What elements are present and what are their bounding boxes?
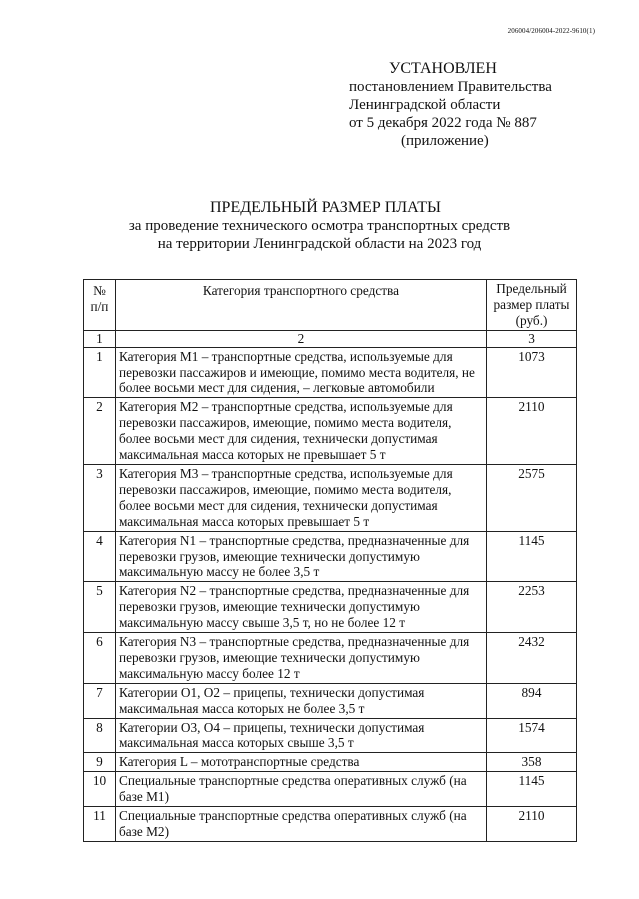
row-number: 2	[84, 398, 116, 465]
approval-block	[349, 60, 552, 150]
row-category: Категория N1 – транспортные средства, предназначенные для перевозки грузов, имеющие технически допустимую максимальную массу не более 3,5 т	[115, 531, 486, 582]
header-num-line-2: п/п	[90, 298, 109, 314]
table-row	[84, 683, 577, 718]
header-fee-line-2: размер платы	[493, 296, 570, 312]
table-row	[84, 347, 577, 398]
table-row	[84, 398, 577, 465]
row-number: 5	[84, 582, 116, 633]
row-number: 4	[84, 531, 116, 582]
row-fee: 1145	[487, 531, 577, 582]
row-category: Категория N3 – транспортные средства, предназначенные для перевозки грузов, имеющие технически допустимую максимальную массу более 12 т	[115, 633, 486, 684]
fee-table	[83, 279, 577, 842]
approval-line-1: постановлением Правительства	[349, 79, 552, 95]
row-category: Специальные транспортные средства оперативных служб (на базе M2)	[115, 807, 486, 842]
row-number: 10	[84, 772, 116, 807]
row-category: Категория N2 – транспортные средства, предназначенные для перевозки грузов, имеющие технически допустимую максимальную массу свыше 3,5 т, но не более 12 т	[115, 582, 486, 633]
row-fee: 1574	[487, 718, 577, 753]
row-fee: 2575	[487, 464, 577, 531]
title-sub-2: на территории Ленинградской области на 2023 год	[157, 236, 482, 252]
approval-line-2: Ленинградской области	[349, 97, 501, 113]
table-row	[84, 753, 577, 772]
index-cell: 2	[115, 330, 486, 347]
row-fee: 1145	[487, 772, 577, 807]
header-fee-line-1: Предельный	[496, 281, 567, 296]
header-fee	[487, 280, 577, 331]
row-number: 1	[84, 347, 116, 398]
row-fee: 2110	[487, 807, 577, 842]
title-sub-1: за проведение технического осмотра транспортных средств	[128, 218, 511, 234]
row-number: 11	[84, 807, 116, 842]
document-title	[0, 199, 639, 253]
approval-heading: УСТАНОВЛЕН	[389, 60, 497, 77]
row-category: Категория M2 – транспортные средства, используемые для перевозки пассажиров, имеющие, помимо места водителя, более восьми мест для сидения, технически допустимая максимальная масса которых не превышает 5 т	[115, 398, 486, 465]
row-category: Категория L – мототранспортные средства	[115, 753, 486, 772]
row-fee: 1073	[487, 347, 577, 398]
row-fee: 894	[487, 683, 577, 718]
row-fee: 2253	[487, 582, 577, 633]
table-row	[84, 772, 577, 807]
row-number: 9	[84, 753, 116, 772]
table-row	[84, 582, 577, 633]
header-fee-line-3: (руб.)	[515, 312, 548, 328]
row-category: Специальные транспортные средства оперативных служб (на базе M1)	[115, 772, 486, 807]
row-fee: 2110	[487, 398, 577, 465]
table-row	[84, 718, 577, 753]
approval-line-3: от 5 декабря 2022 года № 887	[349, 115, 537, 131]
row-number: 6	[84, 633, 116, 684]
header-category: Категория транспортного средства	[115, 280, 486, 331]
row-category: Категория M1 – транспортные средства, используемые для перевозки пассажиров и имеющие, помимо места водителя, не более восьми мест для сидения, – легковые автомобили	[115, 347, 486, 398]
header-num-line-1: №	[93, 283, 106, 298]
table-row	[84, 807, 577, 842]
index-row	[84, 330, 577, 347]
table-row	[84, 464, 577, 531]
index-cell: 1	[84, 330, 116, 347]
document-id: 206004/206004-2022-9610(1)	[507, 27, 595, 35]
row-number: 3	[84, 464, 116, 531]
table-row	[84, 633, 577, 684]
row-category: Категория M3 – транспортные средства, используемые для перевозки пассажиров, имеющие, помимо места водителя, более восьми мест для сидения, технически допустимая максимальная масса которых превышает 5 т	[115, 464, 486, 531]
title-main: ПРЕДЕЛЬНЫЙ РАЗМЕР ПЛАТЫ	[209, 199, 441, 216]
approval-line-4: (приложение)	[401, 133, 489, 149]
header-num	[84, 280, 116, 331]
row-category: Категории O3, O4 – прицепы, технически допустимая максимальная масса которых свыше 3,5 т	[115, 718, 486, 753]
header-row	[84, 280, 577, 331]
row-category: Категории O1, O2 – прицепы, технически допустимая максимальная масса которых не более 3,5 т	[115, 683, 486, 718]
row-fee: 2432	[487, 633, 577, 684]
row-number: 8	[84, 718, 116, 753]
row-number: 7	[84, 683, 116, 718]
table-row	[84, 531, 577, 582]
index-cell: 3	[487, 330, 577, 347]
row-fee: 358	[487, 753, 577, 772]
